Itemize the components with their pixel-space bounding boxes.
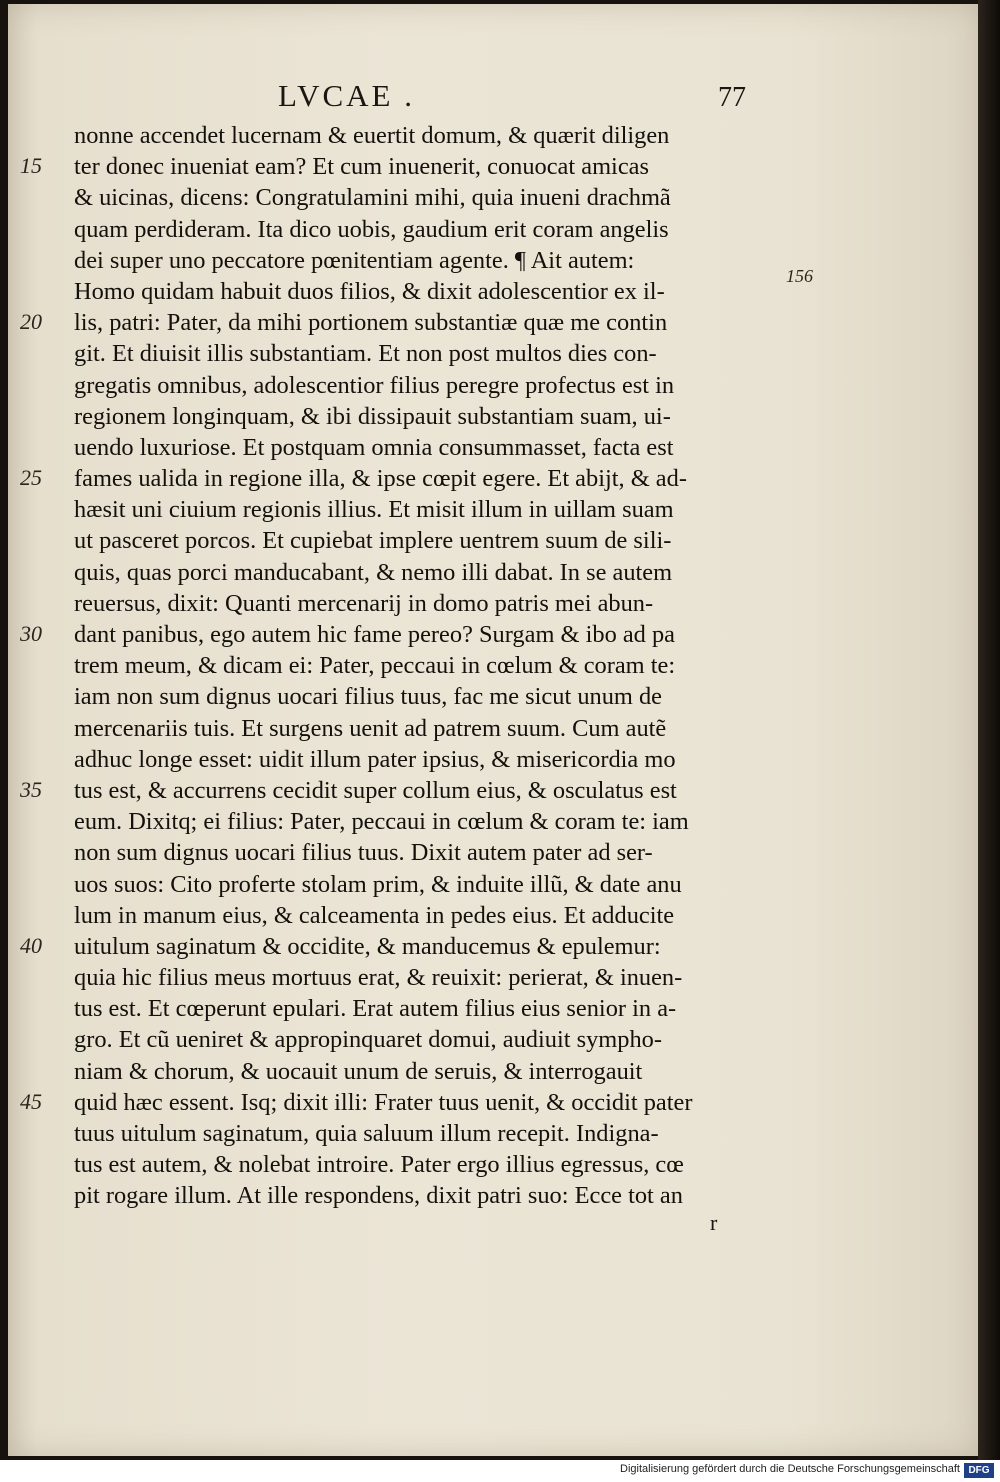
verse-number: 15 (20, 153, 42, 179)
text-line: git. Et diuisit illis substantiam. Et non post multos dies con- (74, 340, 657, 368)
text-line: uitulum saginatum & occidite, & manducemus & epulemur: (74, 932, 661, 960)
page-header (278, 78, 778, 118)
text-line: quam perdideram. Ita dico uobis, gaudium erit coram angelis (74, 215, 669, 243)
footer-bar (0, 1460, 1000, 1482)
text-line: tuus uitulum saginatum, quia saluum illum recepit. Indigna- (74, 1120, 659, 1147)
text-line: tus est autem, & nolebat introire. Pater ergo illius egressus, cœ (74, 1151, 684, 1179)
text-line: pit rogare illum. At ille respondens, dixit patri suo: Ecce tot an (74, 1182, 683, 1210)
text-line: adhuc longe esset: uidit illum pater ipsius, & misericordia mo (74, 745, 676, 773)
text-line: eum. Dixitq; ei filius: Pater, peccaui in cœlum & coram te: iam (74, 808, 689, 836)
text-line: tus est. Et cœperunt epulari. Erat autem filius eius senior in a- (74, 995, 677, 1023)
text-line: reuersus, dixit: Quanti mercenarij in domo patris mei abun- (74, 589, 654, 617)
text-line: dei super uno peccatore pœnitentiam agente. ¶ Ait autem: (74, 246, 635, 274)
book-page (8, 4, 980, 1456)
signature-mark: r (710, 1210, 718, 1235)
text-line: iam non sum dignus uocari filius tuus, fac me sicut unum de (74, 683, 662, 711)
text-line: nonne accendet lucernam & euertit domum, & quærit diligen (74, 122, 670, 149)
text-line: dant panibus, ego autem hic fame pereo? Surgam & ibo ad pa (74, 621, 676, 648)
text-line: gregatis omnibus, adolescentior filius peregre profectus est in (74, 371, 675, 399)
text-line: trem meum, & dicam ei: Pater, peccaui in cœlum & coram te: (74, 652, 676, 680)
text-line: quia hic filius meus mortuus erat, & reuixit: perierat, & inuen- (74, 964, 683, 992)
text-line: ut pasceret porcos. Et cupiebat implere uentrem suum de sili- (74, 527, 672, 555)
verse-number: 45 (20, 1089, 42, 1115)
text-line: Homo quidam habuit duos filios, & dixit adolescentior ex il- (74, 277, 665, 305)
margin-reference: 156 (786, 266, 813, 286)
text-line: quid hæc essent. Isq; dixit illi: Frater tuus uenit, & occidit pater (74, 1088, 693, 1116)
text-line: gro. Et cũ ueniret & appropinquaret domui, audiuit sympho- (74, 1026, 662, 1054)
verse-number: 40 (20, 933, 42, 959)
text-line: niam & chorum, & uocauit unum de seruis, & interrogauit (74, 1057, 643, 1085)
text-line: lum in manum eius, & calceamenta in pedes eius. Et adducite (74, 901, 675, 929)
text-line: ter donec inueniat eam? Et cum inuenerit, conuocat amicas (74, 153, 649, 181)
footer-credit: Digitalisierung gefördert durch die Deutsche Forschungsgemeinschaft (620, 1463, 960, 1475)
verse-number: 35 (20, 777, 42, 803)
text-line: lis, patri: Pater, da mihi portionem substantiæ quæ me contin (74, 309, 668, 337)
running-head: LVCAE . (278, 78, 415, 113)
text-line: regionem longinquam, & ibi dissipauit substantiam suam, ui- (74, 402, 671, 430)
text-line: tus est, & accurrens cecidit super collum eius, & osculatus est (74, 776, 677, 804)
text-line: mercenariis tuis. Et surgens uenit ad patrem suum. Cum autẽ (74, 714, 667, 742)
verse-number: 20 (20, 309, 42, 335)
text-line: uos suos: Cito proferte stolam prim, & induite illũ, & date anu (74, 870, 682, 898)
text-line: & uicinas, dicens: Congratulamini mihi, quia inueni drachmã (74, 184, 671, 212)
verse-number: 30 (20, 621, 42, 647)
verse-number: 25 (20, 465, 42, 491)
text-line: non sum dignus uocari filius tuus. Dixit autem pater ad ser- (74, 839, 653, 867)
text-line: hæsit uni ciuium regionis illius. Et misit illum in uillam suam (74, 496, 674, 524)
folio-number: 77 (718, 82, 746, 113)
text-line: uendo luxuriose. Et postquam omnia consummasset, facta est (74, 433, 674, 461)
scan-edge (978, 0, 1000, 1460)
text-block (74, 120, 796, 1212)
text-line: quis, quas porci manducabant, & nemo illi dabat. In se autem (74, 558, 673, 586)
dfg-logo-icon: DFG (964, 1463, 994, 1478)
text-line: fames ualida in regione illa, & ipse cœpit egere. Et abijt, & ad- (74, 465, 687, 493)
